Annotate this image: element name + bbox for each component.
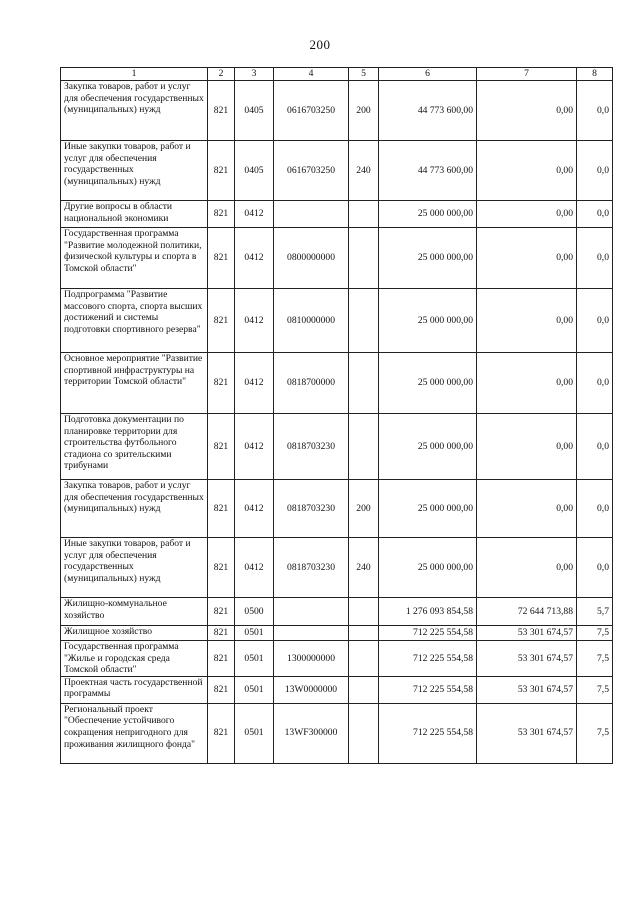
actual-amount-cell: 0,00 — [477, 228, 577, 289]
planned-amount-cell: 25 000 000,00 — [379, 414, 477, 480]
table-row — [61, 538, 613, 598]
percent-cell: 0,0 — [577, 353, 613, 414]
row-name-cell: Региональный проект "Обеспечение устойчивого сокращения непригодного для проживания жилищного фонда" — [61, 703, 208, 763]
row-name-cell: Другие вопросы в области национальной экономики — [61, 201, 208, 228]
percent-cell: 7,5 — [577, 676, 613, 703]
header-cell: 8 — [577, 68, 613, 81]
header-cell: 6 — [379, 68, 477, 81]
planned-amount-cell: 25 000 000,00 — [379, 353, 477, 414]
actual-amount-cell: 53 301 674,57 — [477, 676, 577, 703]
table-row — [61, 598, 613, 626]
section-code-cell: 0412 — [235, 414, 274, 480]
planned-amount-cell: 44 773 600,00 — [379, 141, 477, 201]
header-cell: 1 — [61, 68, 208, 81]
article-code-cell: 1300000000 — [274, 641, 349, 677]
article-code-cell: 13WF300000 — [274, 703, 349, 763]
percent-cell: 0,0 — [577, 480, 613, 538]
section-code-cell: 0501 — [235, 703, 274, 763]
grbs-code-cell: 821 — [208, 626, 235, 641]
article-code-cell — [274, 626, 349, 641]
expense-type-cell: 240 — [349, 141, 379, 201]
percent-cell: 7,5 — [577, 703, 613, 763]
grbs-code-cell: 821 — [208, 141, 235, 201]
article-code-cell: 0810000000 — [274, 289, 349, 353]
grbs-code-cell: 821 — [208, 228, 235, 289]
grbs-code-cell: 821 — [208, 201, 235, 228]
article-code-cell: 0616703250 — [274, 141, 349, 201]
header-cell: 5 — [349, 68, 379, 81]
planned-amount-cell: 25 000 000,00 — [379, 201, 477, 228]
percent-cell: 7,5 — [577, 626, 613, 641]
percent-cell: 0,0 — [577, 228, 613, 289]
actual-amount-cell: 72 644 713,88 — [477, 598, 577, 626]
section-code-cell: 0405 — [235, 81, 274, 141]
article-code-cell: 0818703230 — [274, 480, 349, 538]
table-row — [61, 81, 613, 141]
row-name-cell: Государственная программа "Развитие молодежной политики, физической культуры и спорта в Томской области" — [61, 228, 208, 289]
grbs-code-cell: 821 — [208, 414, 235, 480]
actual-amount-cell: 0,00 — [477, 141, 577, 201]
table-row — [61, 641, 613, 677]
table-body — [61, 81, 613, 764]
actual-amount-cell: 0,00 — [477, 538, 577, 598]
row-name-cell: Проектная часть государственной программы — [61, 676, 208, 703]
table-row — [61, 703, 613, 763]
row-name-cell: Закупка товаров, работ и услуг для обеспечения государственных (муниципальных) нужд — [61, 81, 208, 141]
expense-type-cell — [349, 626, 379, 641]
table-row — [61, 480, 613, 538]
percent-cell: 0,0 — [577, 289, 613, 353]
expense-type-cell — [349, 598, 379, 626]
header-cell: 7 — [477, 68, 577, 81]
table-row — [61, 676, 613, 703]
planned-amount-cell: 712 225 554,58 — [379, 641, 477, 677]
percent-cell: 0,0 — [577, 201, 613, 228]
section-code-cell: 0501 — [235, 626, 274, 641]
planned-amount-cell: 25 000 000,00 — [379, 289, 477, 353]
table-row — [61, 141, 613, 201]
table-row — [61, 201, 613, 228]
table-row — [61, 414, 613, 480]
table-row — [61, 353, 613, 414]
actual-amount-cell: 53 301 674,57 — [477, 626, 577, 641]
row-name-cell: Иные закупки товаров, работ и услуг для обеспечения государственных (муниципальных) нужд — [61, 538, 208, 598]
expense-type-cell: 200 — [349, 81, 379, 141]
percent-cell: 0,0 — [577, 81, 613, 141]
percent-cell: 5,7 — [577, 598, 613, 626]
header-cell: 3 — [235, 68, 274, 81]
planned-amount-cell: 712 225 554,58 — [379, 626, 477, 641]
actual-amount-cell: 53 301 674,57 — [477, 641, 577, 677]
section-code-cell: 0500 — [235, 598, 274, 626]
section-code-cell: 0412 — [235, 201, 274, 228]
row-name-cell: Подпрограмма "Развитие массового спорта, спорта высших достижений и системы подготовки спортивного резерва" — [61, 289, 208, 353]
section-code-cell: 0405 — [235, 141, 274, 201]
row-name-cell: Государственная программа "Жилье и городская среда Томской области" — [61, 641, 208, 677]
article-code-cell: 0616703250 — [274, 81, 349, 141]
article-code-cell: 0818700000 — [274, 353, 349, 414]
actual-amount-cell: 0,00 — [477, 201, 577, 228]
article-code-cell — [274, 598, 349, 626]
planned-amount-cell: 712 225 554,58 — [379, 676, 477, 703]
header-cell: 2 — [208, 68, 235, 81]
grbs-code-cell: 821 — [208, 598, 235, 626]
table-row — [61, 626, 613, 641]
planned-amount-cell: 25 000 000,00 — [379, 480, 477, 538]
actual-amount-cell: 0,00 — [477, 480, 577, 538]
actual-amount-cell: 0,00 — [477, 81, 577, 141]
section-code-cell: 0501 — [235, 676, 274, 703]
budget-table — [60, 67, 613, 764]
header-row — [61, 68, 613, 81]
expense-type-cell: 240 — [349, 538, 379, 598]
section-code-cell: 0412 — [235, 538, 274, 598]
expense-type-cell — [349, 703, 379, 763]
percent-cell: 0,0 — [577, 538, 613, 598]
planned-amount-cell: 1 276 093 854,58 — [379, 598, 477, 626]
row-name-cell: Иные закупки товаров, работ и услуг для обеспечения государственных (муниципальных) нужд — [61, 141, 208, 201]
expense-type-cell: 200 — [349, 480, 379, 538]
percent-cell: 7,5 — [577, 641, 613, 677]
row-name-cell: Основное мероприятие "Развитие спортивной инфраструктуры на территории Томской области" — [61, 353, 208, 414]
expense-type-cell — [349, 228, 379, 289]
expense-type-cell — [349, 641, 379, 677]
actual-amount-cell: 53 301 674,57 — [477, 703, 577, 763]
table-row — [61, 289, 613, 353]
row-name-cell: Подготовка документации по планировке территории для строительства футбольного стадиона со зрительскими трибунами — [61, 414, 208, 480]
article-code-cell — [274, 201, 349, 228]
expense-type-cell — [349, 414, 379, 480]
article-code-cell: 0800000000 — [274, 228, 349, 289]
actual-amount-cell: 0,00 — [477, 353, 577, 414]
grbs-code-cell: 821 — [208, 480, 235, 538]
expense-type-cell — [349, 201, 379, 228]
actual-amount-cell: 0,00 — [477, 289, 577, 353]
page-number: 200 — [309, 37, 331, 52]
article-code-cell: 0818703230 — [274, 414, 349, 480]
section-code-cell: 0412 — [235, 228, 274, 289]
planned-amount-cell: 25 000 000,00 — [379, 538, 477, 598]
grbs-code-cell: 821 — [208, 289, 235, 353]
grbs-code-cell: 821 — [208, 81, 235, 141]
grbs-code-cell: 821 — [208, 538, 235, 598]
row-name-cell: Закупка товаров, работ и услуг для обеспечения государственных (муниципальных) нужд — [61, 480, 208, 538]
percent-cell: 0,0 — [577, 414, 613, 480]
expense-type-cell — [349, 289, 379, 353]
planned-amount-cell: 712 225 554,58 — [379, 703, 477, 763]
section-code-cell: 0412 — [235, 353, 274, 414]
expense-type-cell — [349, 353, 379, 414]
expense-type-cell — [349, 676, 379, 703]
row-name-cell: Жилищно-коммунальное хозяйство — [61, 598, 208, 626]
planned-amount-cell: 44 773 600,00 — [379, 81, 477, 141]
grbs-code-cell: 821 — [208, 676, 235, 703]
grbs-code-cell: 821 — [208, 703, 235, 763]
grbs-code-cell: 821 — [208, 353, 235, 414]
article-code-cell: 0818703230 — [274, 538, 349, 598]
section-code-cell: 0412 — [235, 480, 274, 538]
percent-cell: 0,0 — [577, 141, 613, 201]
grbs-code-cell: 821 — [208, 641, 235, 677]
article-code-cell: 13W0000000 — [274, 676, 349, 703]
actual-amount-cell: 0,00 — [477, 414, 577, 480]
table-row — [61, 228, 613, 289]
row-name-cell: Жилищное хозяйство — [61, 626, 208, 641]
section-code-cell: 0501 — [235, 641, 274, 677]
header-cell: 4 — [274, 68, 349, 81]
section-code-cell: 0412 — [235, 289, 274, 353]
planned-amount-cell: 25 000 000,00 — [379, 228, 477, 289]
